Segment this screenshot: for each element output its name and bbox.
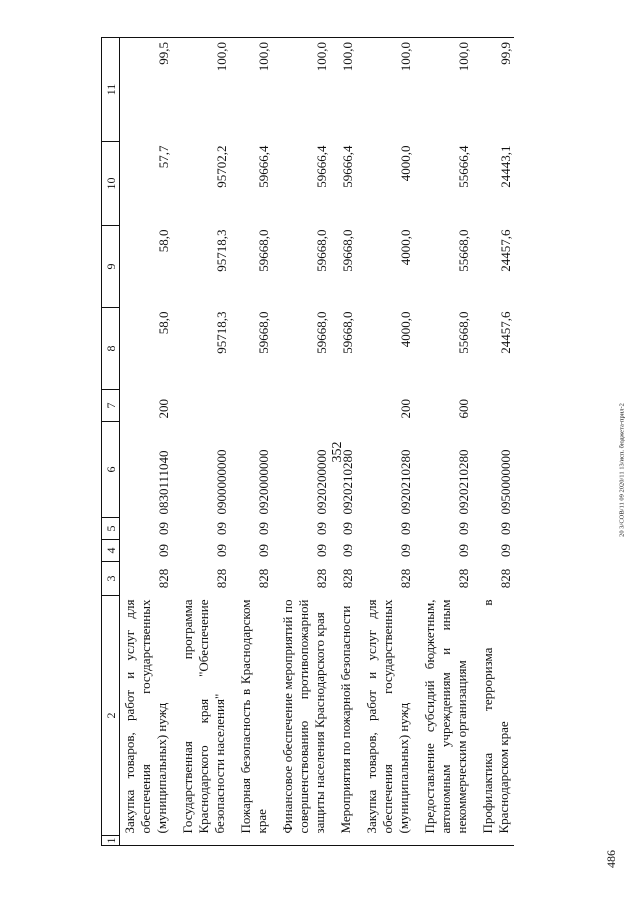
- row-value-11: 100,0: [414, 38, 472, 142]
- row-spacer: [272, 836, 330, 846]
- table-row: [414, 38, 472, 846]
- row-admin-code: 828: [456, 568, 471, 589]
- row-value-9: 4000,0: [398, 229, 413, 266]
- row-admin-code: 828: [256, 568, 271, 589]
- table-row: [172, 38, 230, 846]
- row-value-9: 59668,0: [314, 229, 329, 272]
- row-admin-code: 828: [156, 568, 171, 589]
- row-value-9: 59668,0: [340, 229, 355, 272]
- row-value-8: 59668,0: [256, 311, 271, 354]
- row-value-8: 59668,0: [340, 311, 355, 354]
- row-value-10: 24443,1: [498, 145, 513, 188]
- budget-table: [101, 37, 514, 846]
- row-value-11: 100,0: [356, 38, 414, 142]
- row-value-10: 59666,4: [256, 145, 271, 188]
- row-section: 09: [314, 544, 329, 557]
- row-expense-type: [272, 390, 330, 422]
- row-value-10: 4000,0: [398, 145, 413, 182]
- row-name: Профилактика терроризма в Краснодарском крае: [480, 599, 511, 834]
- row-value-10: 95702,2: [214, 145, 229, 188]
- table-row: [472, 38, 514, 846]
- row-admin-code: 828: [214, 568, 229, 589]
- row-admin-code: 828: [398, 568, 413, 589]
- row-target-code: 0900000000: [214, 449, 229, 515]
- row-subsection: 09: [256, 522, 271, 535]
- header-cell-6: 6: [102, 422, 120, 518]
- row-value-9: 95718,3: [214, 229, 229, 272]
- row-target-code: 0950000000: [498, 449, 513, 515]
- header-cell-3: 3: [102, 562, 120, 596]
- budget-table-container: [101, 38, 575, 846]
- row-subsection: 09: [398, 522, 413, 535]
- header-cell-2: 2: [102, 596, 120, 836]
- row-section: 09: [156, 544, 171, 557]
- row-subsection: 09: [156, 522, 171, 535]
- row-spacer: [356, 836, 414, 846]
- row-target-code: 0920200000: [314, 449, 329, 515]
- row-name: Закупка товаров, работ и услуг для обеспечения государственных (муниципальных) нужд: [122, 599, 169, 834]
- table-row: [272, 38, 330, 846]
- row-subsection: 09: [498, 522, 513, 535]
- row-expense-type: 600: [456, 399, 471, 419]
- page-header-number-text: 352: [330, 441, 345, 463]
- row-value-11: 100,0: [272, 38, 330, 142]
- row-expense-type: [230, 390, 272, 422]
- row-section: 09: [256, 544, 271, 557]
- row-value-9: 58,0: [156, 229, 171, 253]
- row-value-11: 99,5: [120, 38, 173, 142]
- row-spacer: [230, 836, 272, 846]
- row-spacer: [472, 836, 514, 846]
- table-header-row: [102, 38, 120, 846]
- row-name: Государственная программа Краснодарского края "Обеспечение безопасности населения": [180, 599, 227, 834]
- table-row: [330, 38, 356, 846]
- row-section: 09: [498, 544, 513, 557]
- row-subsection: 09: [314, 522, 329, 535]
- row-admin-code: 828: [314, 568, 329, 589]
- page-number: 486: [604, 850, 618, 868]
- header-cell-1: 1: [103, 837, 118, 844]
- row-expense-type: 200: [398, 399, 413, 419]
- row-spacer: [172, 836, 230, 846]
- table-row: [120, 38, 173, 846]
- header-cell-10: 10: [102, 142, 120, 226]
- row-expense-type: [172, 390, 230, 422]
- row-admin-code: 828: [498, 568, 513, 589]
- row-expense-type: [330, 390, 356, 422]
- row-value-8: 24457,6: [498, 311, 513, 354]
- row-value-8: 95718,3: [214, 311, 229, 354]
- row-value-11: 100,0: [172, 38, 230, 142]
- row-name: Закупка товаров, работ и услуг для обеспечения государственных (муниципальных) нужд: [364, 599, 411, 834]
- row-value-9: 24457,6: [498, 229, 513, 272]
- row-section: 09: [214, 544, 229, 557]
- row-target-code: 0920210280: [398, 449, 413, 515]
- row-section: 09: [456, 544, 471, 557]
- row-subsection: 09: [456, 522, 471, 535]
- row-value-9: 55668,0: [456, 229, 471, 272]
- row-value-11: 100,0: [230, 38, 272, 142]
- row-spacer: [414, 836, 472, 846]
- row-value-10: 59666,4: [314, 145, 329, 188]
- row-admin-code: 828: [340, 568, 355, 589]
- row-value-8: 4000,0: [398, 311, 413, 348]
- table-row: [230, 38, 272, 846]
- row-value-11: 100,0: [330, 38, 356, 142]
- row-value-8: 55668,0: [456, 311, 471, 354]
- header-cell-7: 7: [102, 390, 120, 422]
- row-name: Пожарная безопасность в Краснодарском крае: [238, 599, 269, 834]
- row-expense-type: 200: [156, 399, 171, 419]
- row-spacer: [120, 836, 173, 846]
- row-name: Предоставление субсидий бюджетным, автономным учреждениям и иным некоммерческим организациям: [422, 599, 469, 834]
- table-row: [356, 38, 414, 846]
- row-target-code: 0830111040: [156, 450, 171, 515]
- row-target-code: 0920210280: [340, 449, 355, 515]
- row-section: 09: [340, 544, 355, 557]
- row-value-9: 59668,0: [256, 229, 271, 272]
- row-expense-type: [472, 390, 514, 422]
- header-cell-4: 4: [102, 540, 120, 562]
- header-cell-8: 8: [102, 308, 120, 390]
- row-value-10: 59666,4: [340, 145, 355, 188]
- row-spacer: [330, 836, 356, 846]
- header-cell-5: 5: [102, 518, 120, 540]
- footer-code-text: 20 3/СОВ/11 09 2020/11 13/исп. бюджета-прил-2: [618, 403, 626, 537]
- row-target-code: 0920210280: [456, 449, 471, 515]
- row-value-8: 59668,0: [314, 311, 329, 354]
- row-name: Мероприятия по пожарной безопасности: [338, 605, 353, 834]
- row-subsection: 09: [340, 522, 355, 535]
- header-cell-11: 11: [102, 38, 120, 142]
- row-name: Финансовое обеспечение мероприятий по совершенствованию противопожарной защиты населения Краснодарского края: [280, 599, 327, 834]
- header-cell-9: 9: [102, 226, 120, 308]
- row-target-code: 0920000000: [256, 449, 271, 515]
- row-value-11: 99,9: [472, 38, 514, 142]
- row-value-10: 57,7: [156, 145, 171, 169]
- row-section: 09: [398, 544, 413, 557]
- row-value-10: 55666,4: [456, 145, 471, 188]
- row-subsection: 09: [214, 522, 229, 535]
- row-value-8: 58,0: [156, 311, 171, 335]
